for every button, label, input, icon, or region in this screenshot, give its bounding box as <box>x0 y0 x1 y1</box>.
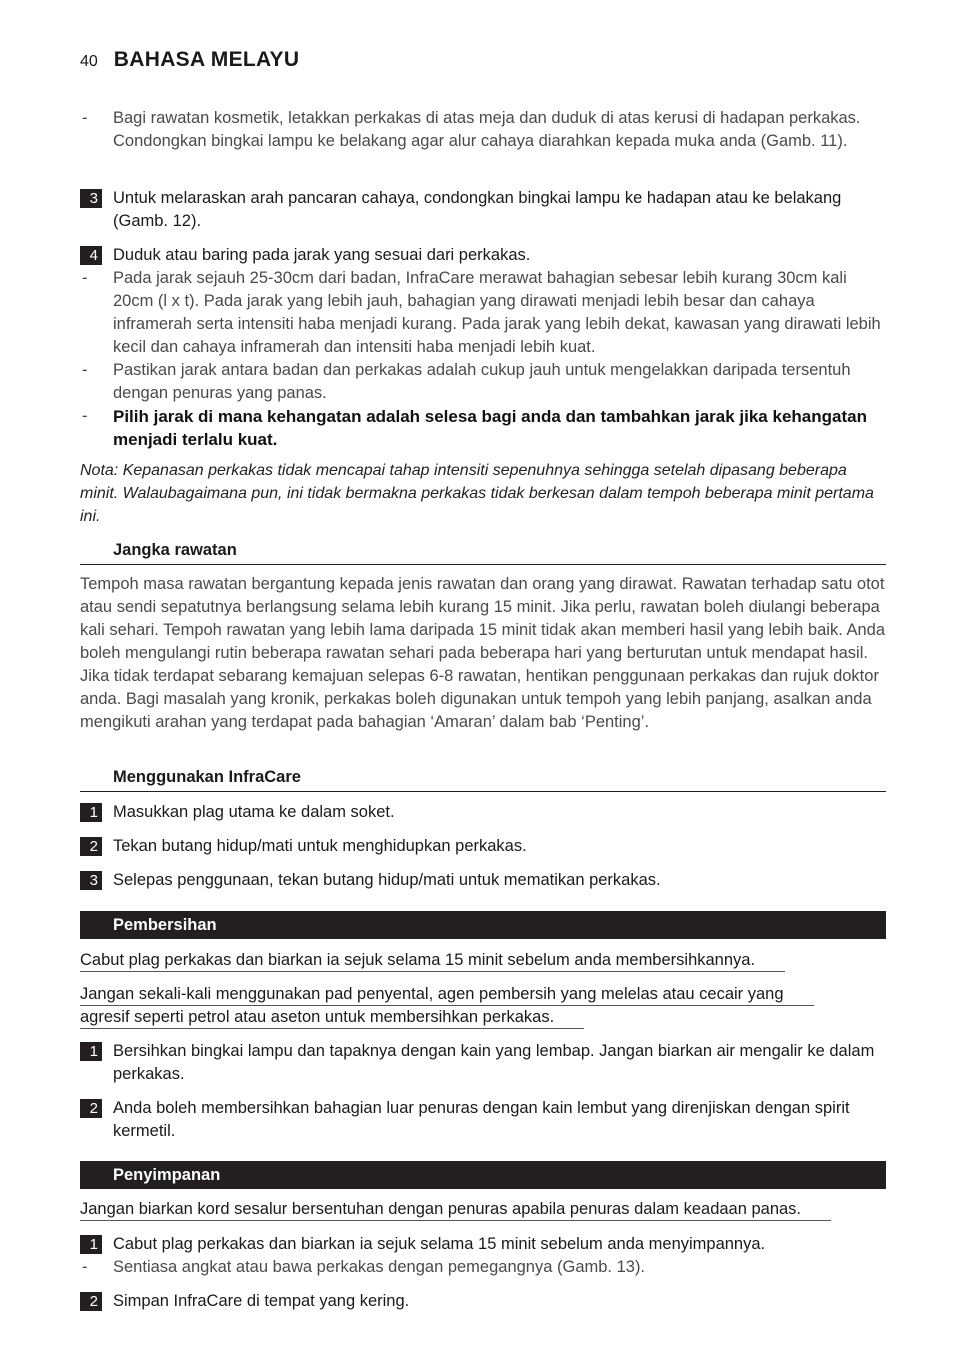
page-number: 40 <box>80 53 98 70</box>
bullet-dash: - <box>82 269 88 287</box>
step-number-badge: 3 <box>80 189 102 208</box>
bullet-text: Pastikan jarak antara badan dan perkakas adalah cukup jauh untuk mengelakkan daripada tersentuh dengan penuras yang panas. <box>113 361 851 402</box>
step-text: Masukkan plag utama ke dalam soket. <box>113 803 395 821</box>
cleaning-warning-2 <box>80 983 886 1029</box>
language-title: BAHASA MELAYU <box>113 48 300 71</box>
treatment-duration-paragraph: Tempoh masa rawatan bergantung kepada jenis rawatan dan orang yang dirawat. Rawatan terhadap satu otot atau sendi sepatutnya berlangsung selama lebih kurang 15 minit. Jika perlu, rawatan boleh diulangi beberapa kali sehari. Tempoh rawatan yang lebih lama daripada 15 minit tidak akan memberi hasil yang lebih baik. Anda boleh mengulangi rutin beberapa rawatan sehari pada beberapa hari yang berturutan untuk mendapat hasil. Jika tidak terdapat sebarang kemajuan selepas 6-8 rawatan, hentikan penggunaan perkakas dan rujuk doktor anda. Bagi masalah yang kronik, perkakas boleh digunakan untuk tempoh yang lebih panjang, asalkan anda mengikuti arahan yang terdapat pada bahagian ‘Amaran’ dalam bab ‘Penting’. <box>80 575 885 731</box>
step-item <box>80 187 886 233</box>
page-header <box>80 48 299 73</box>
step-text: Tekan butang hidup/mati untuk menghidupkan perkakas. <box>113 837 527 855</box>
step-text: Duduk atau baring pada jarak yang sesuai dari perkakas. <box>113 246 531 264</box>
bullet-text: Bagi rawatan kosmetik, letakkan perkakas di atas meja dan duduk di atas kerusi di hadapan perkakas. Condongkan bingkai lampu ke belakang agar alur cahaya diarahkan kepada muka anda (Gamb. 11). <box>113 109 861 150</box>
section-bar-label: Penyimpanan <box>113 1166 221 1184</box>
step-number-badge: 2 <box>80 1292 102 1311</box>
step-number-badge: 1 <box>80 803 102 822</box>
step-bullet <box>80 359 886 405</box>
step-number-badge: 4 <box>80 246 102 265</box>
warning-text: Jangan sekali-kali menggunakan pad penyental, agen pembersih yang melelas atau cecair yang <box>80 983 814 1006</box>
section-bar-label: Pembersihan <box>113 916 217 934</box>
step-item <box>80 244 886 451</box>
step-text: Untuk melaraskan arah pancaran cahaya, condongkan bingkai lampu ke hadapan atau ke belakang (Gamb. 12). <box>113 189 842 230</box>
step-number-badge: 1 <box>80 1042 102 1061</box>
section-bar-cleaning <box>80 911 886 939</box>
warning-text: Jangan biarkan kord sesalur bersentuhan dengan penuras apabila penuras dalam keadaan panas. <box>80 1198 831 1221</box>
step-number-badge: 2 <box>80 1099 102 1118</box>
step-item <box>80 835 886 858</box>
step-number-badge: 3 <box>80 871 102 890</box>
step-text: Anda boleh membersihkan bahagian luar penuras dengan kain lembut yang direnjiskan dengan spirit kermetil. <box>113 1099 850 1140</box>
intro-bullet <box>80 107 886 153</box>
storage-warning <box>80 1198 886 1221</box>
step-item <box>80 1040 886 1086</box>
bullet-dash: - <box>82 361 88 379</box>
warning-text: Cabut plag perkakas dan biarkan ia sejuk selama 15 minit sebelum anda membersihkannya. <box>80 949 785 972</box>
step-item <box>80 801 886 824</box>
step-number-badge: 2 <box>80 837 102 856</box>
warning-text: agresif seperti petrol atau aseton untuk membersihkan perkakas. <box>80 1006 584 1029</box>
step-number-badge: 1 <box>80 1235 102 1254</box>
subheading-label: Menggunakan InfraCare <box>113 768 301 786</box>
section-bar-storage <box>80 1161 886 1189</box>
step-item <box>80 1097 886 1143</box>
step-item <box>80 869 886 892</box>
step-text: Bersihkan bingkai lampu dan tapaknya dengan kain yang lembap. Jangan biarkan air mengalir ke dalam perkakas. <box>113 1042 875 1083</box>
step-bullet-bold <box>80 405 886 451</box>
bullet-dash: - <box>82 109 88 127</box>
step-text: Cabut plag perkakas dan biarkan ia sejuk selama 15 minit sebelum anda menyimpannya. <box>113 1235 766 1253</box>
cleaning-warning-1 <box>80 949 886 972</box>
bullet-dash: - <box>82 407 88 425</box>
step-text: Selepas penggunaan, tekan butang hidup/mati untuk mematikan perkakas. <box>113 871 661 889</box>
step-text: Simpan InfraCare di tempat yang kering. <box>113 1292 410 1310</box>
subheading-using <box>80 768 886 792</box>
bullet-text-bold: Pilih jarak di mana kehangatan adalah selesa bagi anda dan tambahkan jarak jika kehangatan menjadi terlalu kuat. <box>113 407 867 449</box>
step-bullet <box>80 267 886 359</box>
note-text: Nota: Kepanasan perkakas tidak mencapai tahap intensiti sepenuhnya sehingga setelah dipasang beberapa minit. Walaubagaimana pun, ini tidak bermakna perkakas tidak berkesan dalam tempoh beberapa minit pertama ini. <box>80 462 874 525</box>
step-item <box>80 1233 886 1279</box>
bullet-dash: - <box>82 1258 88 1276</box>
step-bullet <box>80 1256 886 1279</box>
bullet-text: Sentiasa angkat atau bawa perkakas dengan pemegangnya (Gamb. 13). <box>113 1258 646 1276</box>
subheading-treatment-duration <box>80 541 886 565</box>
bullet-text: Pada jarak sejauh 25-30cm dari badan, InfraCare merawat bahagian sebesar lebih kurang 30cm kali 20cm (l x t). Pada jarak yang lebih jauh, bahagian yang dirawati menjadi lebih besar dan cahaya inframerah serta intensiti haba menjadi kurang. Pada jarak yang lebih dekat, kawasan yang dirawati lebih kecil dan cahaya inframerah dan intensiti haba menjadi lebih kuat. <box>113 269 881 356</box>
subheading-label: Jangka rawatan <box>113 541 237 559</box>
step-item <box>80 1290 886 1313</box>
